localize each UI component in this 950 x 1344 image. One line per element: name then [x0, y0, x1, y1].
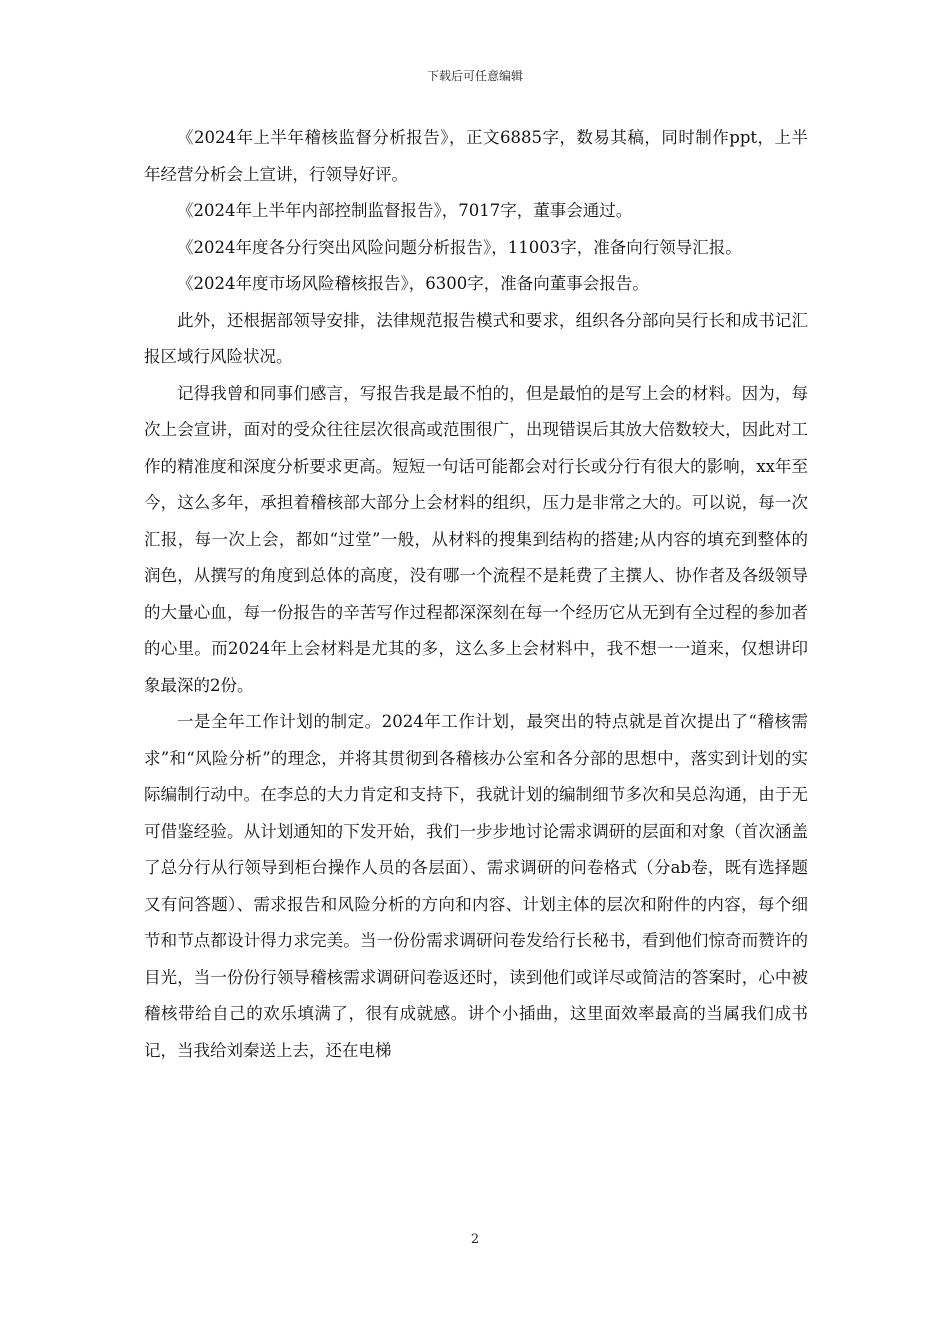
paragraph-meeting-materials: 记得我曾和同事们感言，写报告我是最不怕的，但是最怕的是写上会的材料。因为，每次上会宣讲，面对的受众往往层次很高或范围很广，出现错误后其放大倍数较大，因此对工作的精准度和深度分析要求更高。短短一句话可能都会对行长或分行有很大的影响，xx年至今，这么多年，承担着稽核部大部分上会材料的组织，压力是非常之大的。可以说，每一次汇报，每一次上会，都如“过堂”一般，从材料的搜集到结构的搭建;从内容的填充到整体的润色，从撰写的角度到总体的高度，没有哪一个流程不是耗费了主撰人、协作者及各级领导的大量心血，每一份报告的辛苦写作过程都深深刻在每一个经历它从无到有全过程的参加者的心里。而2024年上会材料是尤其的多，这么多上会材料中，我不想一一道来，仅想讲印象最深的2份。 — [144, 383, 808, 695]
paragraph-internal-control-report: 《2024年上半年内部控制监督报告》，7017字，董事会通过。 — [177, 201, 633, 220]
page-number: 2 — [470, 1232, 480, 1247]
paragraph-annual-work-plan: 一是全年工作计划的制定。2024年工作计划，最突出的特点就是首次提出了“稽核需求”和“风险分析”的理念，并将其贯彻到各稽核办公室和各分部的思想中，落实到计划的实际编制行动中。在李总的大力肯定和支持下，我就计划的编制细节多次和吴总沟通，由于无可借鉴经验。从计划通知的下发开始，我们一步步地讨论需求调研的层面和对象（首次涵盖了总分行从行领导到柜台操作人员的各层面）、需求调研的问卷格式（分ab卷，既有选择题又有问答题）、需求报告和风险分析的方向和内容、计划主体的层次和附件的内容，每个细节和节点都设计得力求完美。当一份份需求调研问卷发给行长秘书，看到他们惊奇而赞许的目光，当一份份行领导稽核需求调研问卷返还时，读到他们或详尽或简洁的答案时，心中被稽核带给自己的欢乐填满了，很有成就感。讲个小插曲，这里面效率最高的当属我们成书记，当我给刘秦送上去，还在电梯 — [144, 712, 808, 1060]
document-body — [144, 120, 808, 1069]
paragraph-branch-risk-report: 《2024年度各分行突出风险问题分析报告》，11003字，准备向行领导汇报。 — [177, 237, 742, 257]
paragraph-additional-reporting: 此外，还根据部领导安排，法律规范报告模式和要求，组织各分部向吴行长和成书记汇报区域行风险状况。 — [144, 310, 808, 366]
paragraph-midyear-audit-report: 《2024年上半年稽核监督分析报告》，正文6885字，数易其稿，同时制作ppt，上半年经营分析会上宣讲，行领导好评。 — [144, 128, 808, 184]
paragraph-market-risk-report: 《2024年度市场风险稽核报告》，6300字，准备向董事会报告。 — [177, 274, 649, 293]
page-header: 下载后可任意编辑 — [426, 69, 523, 83]
